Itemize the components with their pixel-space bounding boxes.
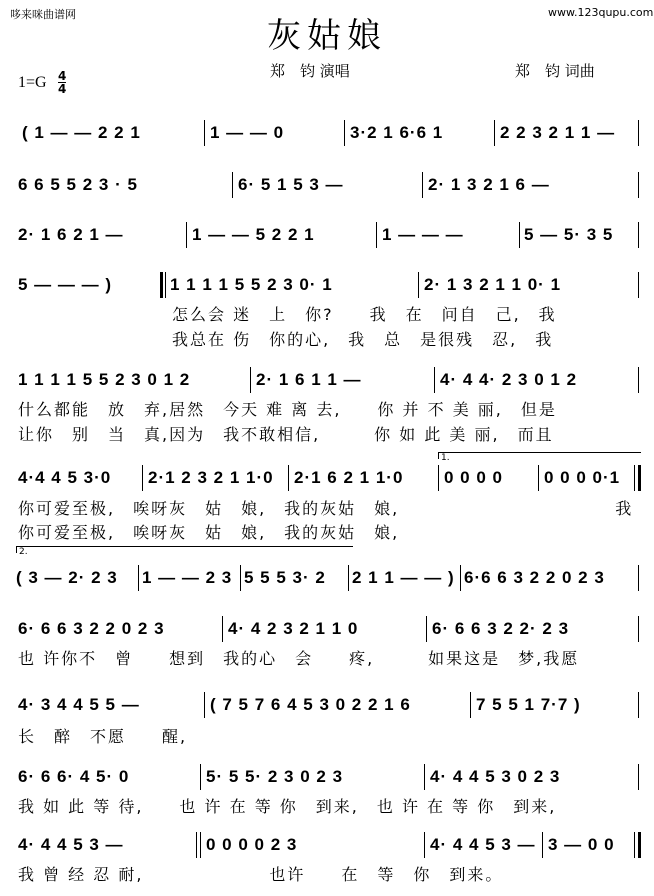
staff-1 [14,118,640,148]
measure: ( 3 — 2· 2 3 [16,568,118,587]
staff-2 [14,170,640,200]
barline [638,616,639,642]
barline [288,465,289,491]
measure: 1 — — 2 3 [142,568,233,587]
measure: 6· 6 6 3 2 2 0 2 3 [18,619,165,638]
measure: ( 1 — — 2 2 1 [22,123,141,142]
barline [438,465,439,491]
barline [638,692,639,718]
barline [542,832,543,858]
site-name-left: 哆来咪曲谱网 [10,8,76,21]
measure: 5· 5 5· 2 3 0 2 3 [206,767,344,786]
measure: 6 6 5 5 2 3 · 5 [18,175,138,194]
lyrics-line: 也 许你不 曾 想到 我的心 会 疼, 如果这是 梦,我愿 [18,649,580,668]
lyrics-line: 我 如 此 等 待, 也 许 在 等 你 到来, 也 许 在 等 你 到来, [18,797,557,816]
composer-credit: 郑 钧 词曲 [515,62,595,80]
barline [348,565,349,591]
measure: 2 2 3 2 1 1 — [500,123,616,142]
measure: 5 5 5 3· 2 [244,568,326,587]
barline [638,565,639,591]
time-signature-numerator: 4 [58,69,67,83]
measure: 1 1 1 1 5 5 2 3 0· 1 [170,275,333,294]
key-signature: 1=G [18,74,47,91]
measure: 2·1 6 2 1 1·0 [294,468,404,487]
staff-11 [14,830,640,860]
lyrics-line: 让你 别 当 真,因为 我不敢相信, 你 如 此 美 丽, 而且 [18,425,554,444]
time-signature-denominator: 4 [58,82,67,96]
measure: 2· 1 3 2 1 1 0· 1 [424,275,562,294]
measure: 6· 6 6 3 2 2· 2 3 [432,619,570,638]
second-ending-bracket: 2. [16,546,353,553]
measure: 5 — — — ) [18,275,113,294]
measure: 4· 4 2 3 2 1 1 0 [228,619,359,638]
measure: 0 0 0 0·1 [544,468,621,487]
barline [460,565,461,591]
barline [165,272,166,298]
barline [222,616,223,642]
barline [638,222,639,248]
barline [638,367,639,393]
barline [538,465,539,491]
barline [142,465,143,491]
measure: 1 — — 0 [210,123,285,142]
barline [638,764,639,790]
measure: 2· 1 6 1 1 — [256,370,362,389]
barline [638,172,639,198]
measure: 7 5 5 1 7·7 ) [476,695,581,714]
measure: 4·4 4 5 3·0 [18,468,112,487]
measure: 4· 4 4 5 3 — [18,835,124,854]
barline [424,764,425,790]
first-ending-bracket: 1. [438,452,641,459]
measure: 3 — 0 0 [548,835,615,854]
staff-9 [14,690,640,720]
measure: 5 — 5· 3 5 [524,225,614,244]
barline [186,222,187,248]
measure: 4· 3 4 4 5 5 — [18,695,140,714]
barline [418,272,419,298]
lyrics-line: 我 曾 经 忍 耐, 也许 在 等 你 到来。 [18,865,504,884]
barline [204,120,205,146]
staff-7 [14,563,640,593]
barline [200,764,201,790]
barline [250,367,251,393]
barline [634,832,635,858]
singer-credit: 郑 钧 演唱 [270,62,350,80]
barline [422,172,423,198]
staff-6 [14,463,640,493]
lyrics-line: 你可爱至极, 唉呀灰 姑 娘, 我的灰姑 娘, 我 [18,499,634,518]
barline [424,832,425,858]
barline [494,120,495,146]
measure: 1 1 1 1 5 5 2 3 0 1 2 [18,370,191,389]
barline [638,120,639,146]
measure: 2 1 1 — — ) [352,568,455,587]
barline [196,832,197,858]
measure: 2· 1 6 2 1 — [18,225,124,244]
measure: 6· 6 6· 4 5· 0 [18,767,130,786]
barline [426,616,427,642]
measure: 3·2 1 6·6 1 [350,123,444,142]
lyrics-line: 怎么会 迷 上 你? 我 在 问自 己, 我 [172,305,557,324]
barline [232,172,233,198]
barline [240,565,241,591]
lyrics-line: 我总在 伤 你的心, 我 总 是很残 忍, 我 [172,330,554,349]
lyrics-line: 你可爱至极, 唉呀灰 姑 娘, 我的灰姑 娘, [18,523,400,542]
measure: 6·6 6 3 2 2 0 2 3 [464,568,605,587]
site-url-right: www.123qupu.com [548,6,654,19]
measure: 0 0 0 0 [444,468,503,487]
barline [638,272,639,298]
measure: 4· 4 4 5 3 0 2 3 [430,767,561,786]
measure: 0 0 0 0 2 3 [206,835,298,854]
barline [634,465,635,491]
staff-8 [14,614,640,644]
measure: 1 — — — [382,225,464,244]
repeat-end-barline [638,465,641,491]
song-title: 灰姑娘 [267,16,387,56]
staff-3 [14,220,640,250]
measure: 1 — — 5 2 2 1 [192,225,315,244]
barline [204,692,205,718]
measure: 4· 4 4 5 3 — [430,835,536,854]
lyrics-line: 什么都能 放 弃,居然 今天 难 离 去, 你 并 不 美 丽, 但是 [18,400,557,419]
measure: 2·1 2 3 2 1 1·0 [148,468,274,487]
measure: 2· 1 3 2 1 6 — [428,175,550,194]
repeat-start-barline [160,272,163,298]
measure: 4· 4 4· 2 3 0 1 2 [440,370,578,389]
barline [376,222,377,248]
staff-10 [14,762,640,792]
barline [434,367,435,393]
measure: ( 7 5 7 6 4 5 3 0 2 2 1 6 [210,695,411,714]
barline [470,692,471,718]
staff-5 [14,365,640,395]
barline [200,832,201,858]
barline [138,565,139,591]
barline [519,222,520,248]
measure: 6· 5 1 5 3 — [238,175,344,194]
barline [344,120,345,146]
lyrics-line: 长 醉 不愿 醒, [18,727,188,746]
staff-4 [14,270,640,300]
final-barline [638,832,641,858]
time-signature [58,70,66,95]
